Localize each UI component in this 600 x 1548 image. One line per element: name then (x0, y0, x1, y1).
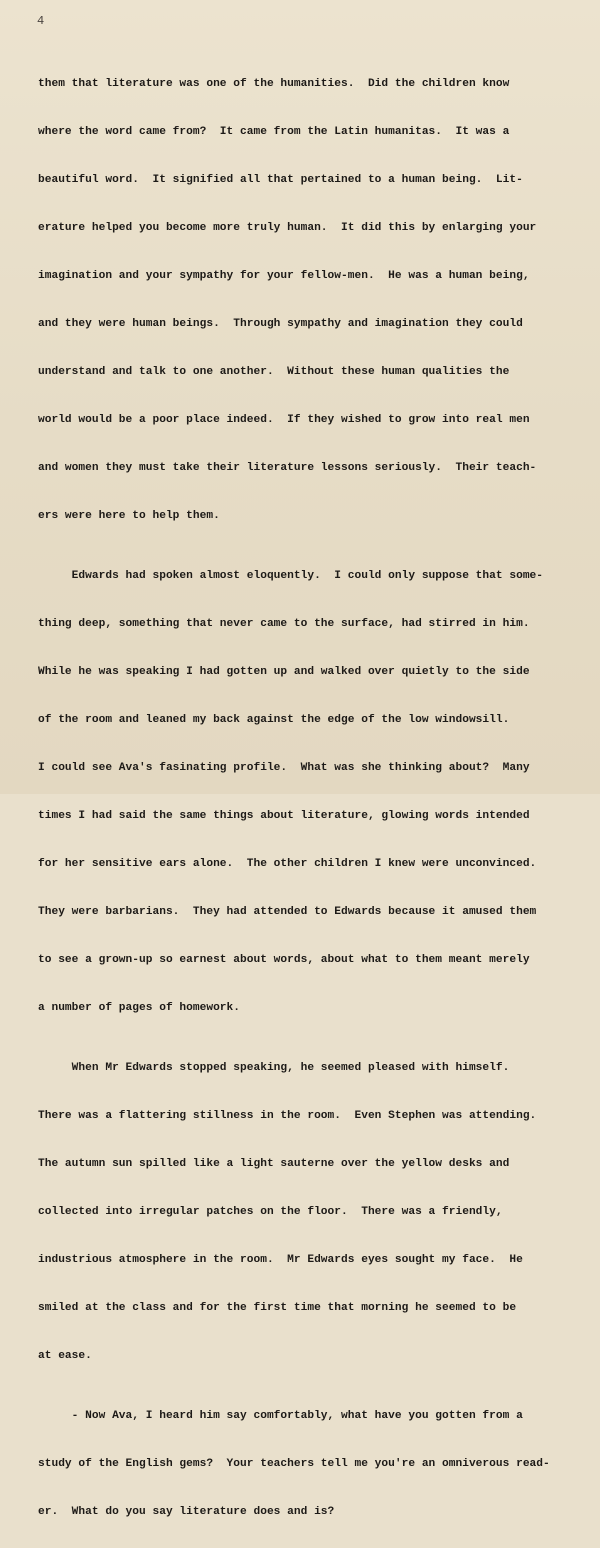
text-line: and women they must take their literature lessons seriously. Their teach- (38, 462, 537, 474)
text-line: erature helped you become more truly human. It did this by enlarging your (38, 222, 537, 234)
text-line: beautiful word. It signified all that pertained to a human being. Lit- (38, 174, 523, 186)
text-line: to see a grown-up so earnest about words, about what to them meant merely (38, 954, 530, 966)
text-line: thing deep, something that never came to the surface, had stirred in him. (38, 618, 530, 630)
text-line: collected into irregular patches on the floor. There was a friendly, (38, 1206, 503, 1218)
text-line: at ease. (38, 1350, 92, 1362)
text-line: They were barbarians. They had attended to Edwards because it amused them (38, 906, 537, 918)
text-line: There was a flattering stillness in the room. Even Stephen was attending. (38, 1110, 537, 1122)
text-line: world would be a poor place indeed. If they wished to grow into real men (38, 414, 530, 426)
text-line: understand and talk to one another. Without these human qualities the (38, 366, 510, 378)
text-line: of the room and leaned my back against the edge of the low windowsill. (38, 714, 510, 726)
text-line: where the word came from? It came from the Latin humanitas. It was a (38, 126, 510, 138)
text-line: imagination and your sympathy for your fellow-men. He was a human being, (38, 270, 530, 282)
text-line: I could see Ava's fasinating profile. What was she thinking about? Many (38, 762, 530, 774)
page-body (38, 36, 598, 1548)
text-line: ers were here to help them. (38, 510, 220, 522)
text-line: industrious atmosphere in the room. Mr Edwards eyes sought my face. He (38, 1254, 523, 1266)
page-number: 4 (37, 14, 45, 28)
text-line: smiled at the class and for the first time that morning he seemed to be (38, 1302, 517, 1314)
text-line: study of the English gems? Your teachers tell me you're an omniverous read- (38, 1458, 550, 1470)
text-line: Edwards had spoken almost eloquently. I could only suppose that some- (38, 570, 544, 582)
text-line: er. What do you say literature does and is? (38, 1506, 335, 1518)
text-line: - Now Ava, I heard him say comfortably, what have you gotten from a (38, 1410, 523, 1422)
text-line: them that literature was one of the humanities. Did the children know (38, 78, 510, 90)
text-line: While he was speaking I had gotten up and walked over quietly to the side (38, 666, 530, 678)
text-line: times I had said the same things about literature, glowing words intended (38, 810, 530, 822)
text-line: and they were human beings. Through sympathy and imagination they could (38, 318, 523, 330)
text-line: The autumn sun spilled like a light sauterne over the yellow desks and (38, 1158, 510, 1170)
text-line: When Mr Edwards stopped speaking, he seemed pleased with himself. (38, 1062, 510, 1074)
text-line: a number of pages of homework. (38, 1002, 241, 1014)
text-line: for her sensitive ears alone. The other children I knew were unconvinced. (38, 858, 537, 870)
